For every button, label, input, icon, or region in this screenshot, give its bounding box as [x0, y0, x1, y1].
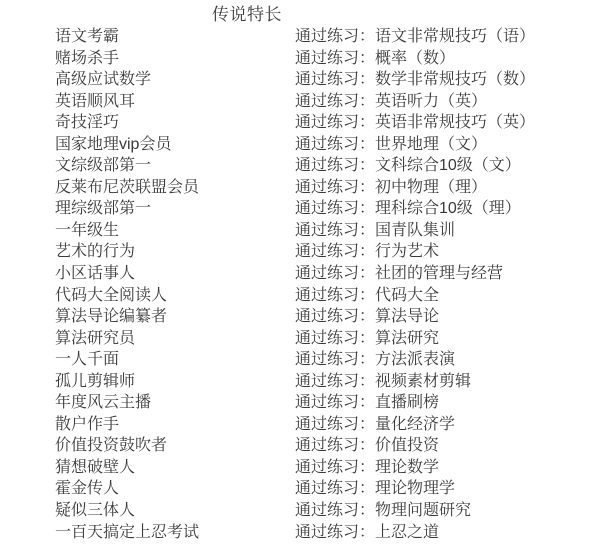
trait-requirement: 通过练习：文科综合10级（文）	[295, 157, 521, 175]
trait-name: 霍金传人	[55, 480, 120, 498]
trait-requirement: 通过练习：行为艺术	[295, 243, 440, 261]
trait-requirement: 通过练习：量化经济学	[295, 415, 456, 433]
trait-row	[0, 371, 600, 393]
trait-row	[0, 328, 600, 350]
trait-requirement: 通过练习：社团的管理与经营	[295, 265, 504, 283]
trait-row	[0, 69, 600, 91]
trait-row	[0, 500, 600, 522]
trait-row	[0, 522, 600, 544]
trait-row	[0, 435, 600, 457]
trait-requirement: 通过练习：算法研究	[295, 329, 440, 347]
trait-name: 文综级部第一	[55, 157, 152, 175]
trait-row	[0, 414, 600, 436]
trait-requirement: 通过练习：算法导论	[295, 308, 440, 326]
trait-row	[0, 48, 600, 70]
trait-requirement: 通过练习：英语听力（英）	[295, 92, 488, 110]
trait-requirement: 通过练习：初中物理（理）	[295, 178, 488, 196]
trait-row	[0, 220, 600, 242]
trait-requirement: 通过练习：理科综合10级（理）	[295, 200, 521, 218]
trait-name: 赌场杀手	[55, 49, 120, 67]
trait-name: 年度风云主播	[55, 394, 152, 412]
trait-row	[0, 26, 600, 48]
trait-requirement: 通过练习：概率（数）	[295, 49, 456, 67]
trait-requirement: 通过练习：英语非常规技巧（英）	[295, 114, 536, 132]
trait-row	[0, 241, 600, 263]
trait-requirement: 通过练习：代码大全	[295, 286, 440, 304]
trait-requirement: 通过练习：语文非常规技巧（语）	[295, 28, 536, 45]
trait-name: 语文考霸	[55, 28, 120, 45]
trait-row	[0, 392, 600, 414]
trait-requirement: 通过练习：理论物理学	[295, 480, 456, 498]
trait-row	[0, 155, 600, 177]
trait-name: 艺术的行为	[55, 243, 136, 261]
trait-requirement: 通过练习：理论数学	[295, 458, 440, 476]
trait-name: 英语顺风耳	[55, 92, 136, 110]
trait-name: 猜想破壁人	[55, 458, 136, 476]
trait-requirement: 通过练习：视频素材剪辑	[295, 372, 472, 390]
trait-row	[0, 306, 600, 328]
trait-name: 价值投资鼓吹者	[55, 437, 168, 455]
trait-requirement: 通过练习：价值投资	[295, 437, 440, 455]
trait-row	[0, 177, 600, 199]
page-title: 传说特长	[212, 5, 282, 24]
trait-name: 理综级部第一	[55, 200, 152, 218]
trait-list	[0, 26, 600, 543]
trait-requirement: 通过练习：数学非常规技巧（数）	[295, 71, 536, 89]
trait-name: 奇技淫巧	[55, 114, 120, 132]
trait-name: 孤儿剪辑师	[55, 372, 136, 390]
trait-name: 一百天搞定上忍考试	[55, 523, 200, 541]
trait-row	[0, 285, 600, 307]
trait-row	[0, 91, 600, 113]
trait-name: 高级应试数学	[55, 71, 152, 89]
trait-row	[0, 112, 600, 134]
trait-row	[0, 349, 600, 371]
trait-requirement: 通过练习：方法派表演	[295, 351, 456, 369]
trait-name: 算法导论编纂者	[55, 308, 168, 326]
trait-row	[0, 457, 600, 479]
trait-requirement: 通过练习：直播刷榜	[295, 394, 440, 412]
trait-name: 一人千面	[55, 351, 120, 369]
trait-requirement: 通过练习：上忍之道	[295, 523, 440, 541]
trait-name: 国家地理vip会员	[55, 135, 172, 153]
trait-requirement: 通过练习：世界地理（文）	[295, 135, 488, 153]
trait-row	[0, 263, 600, 285]
trait-name: 小区话事人	[55, 265, 136, 283]
trait-requirement: 通过练习：国青队集训	[295, 221, 456, 239]
trait-name: 散户作手	[55, 415, 120, 433]
trait-name: 一年级生	[55, 221, 120, 239]
trait-requirement: 通过练习：物理问题研究	[295, 502, 472, 520]
trait-name: 算法研究员	[55, 329, 136, 347]
trait-name: 反莱布尼茨联盟会员	[55, 178, 200, 196]
trait-name: 代码大全阅读人	[55, 286, 168, 304]
trait-row	[0, 198, 600, 220]
trait-row	[0, 134, 600, 156]
trait-row	[0, 478, 600, 500]
trait-name: 疑似三体人	[55, 502, 136, 520]
